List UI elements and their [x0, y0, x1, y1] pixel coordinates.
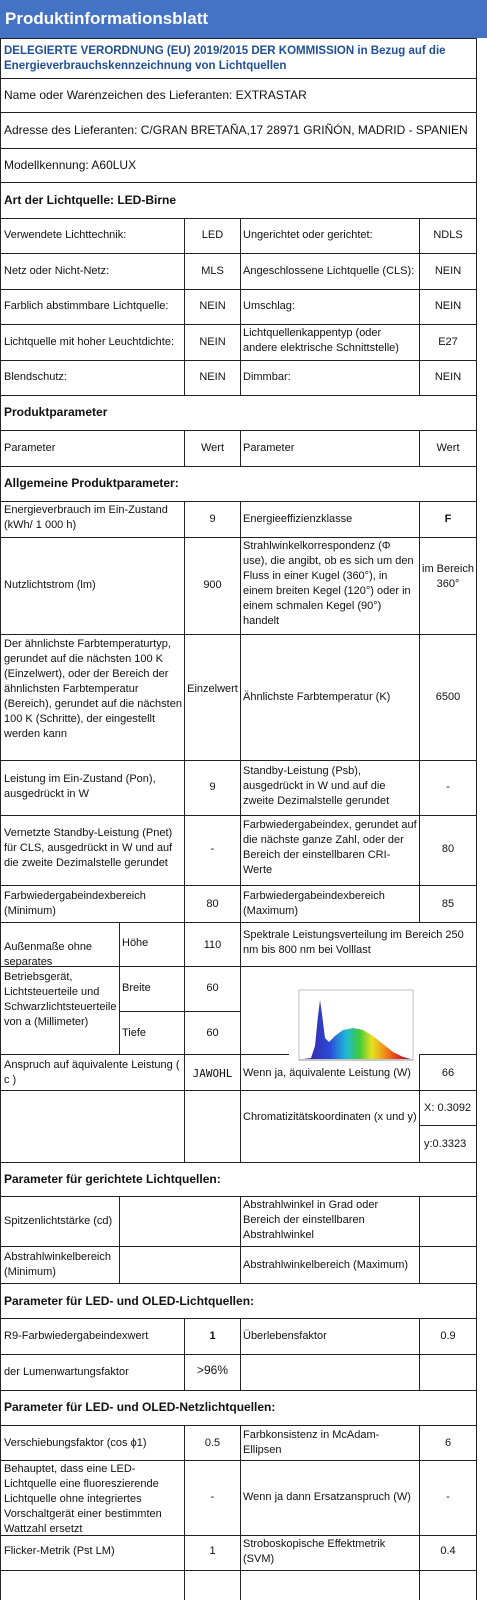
glare-value: NEIN — [199, 371, 226, 383]
equivalent-power-label: Wenn ja, äquivalente Leistung (W) — [243, 1067, 411, 1079]
energy-class-value: F — [444, 513, 452, 525]
luminous-flux-value: 900 — [203, 579, 222, 591]
cls-value: NEIN — [434, 265, 462, 277]
cri-min-label: Farbwiedergabeindexbereich (Minimum) — [4, 890, 146, 917]
envelope-value: NEIN — [434, 300, 462, 312]
cri-value: 80 — [441, 843, 455, 855]
on-power-label: Leistung im Ein-Zustand (Pon), ausgedrückt in W — [4, 773, 156, 800]
width-value: 60 — [206, 982, 219, 994]
beam-angle-label: Abstrahlwinkel in Grad oder Bereich der einstellbaren Abstrahlwinkel — [243, 1199, 379, 1241]
high-luminance-value: NEIN — [199, 336, 226, 348]
equivalent-power-claim-label: Anspruch auf äquivalente Leistung ( c ) — [4, 1059, 180, 1086]
r9-value: 1 — [209, 1330, 216, 1342]
spectrum-label: Spektrale Leistungsverteilung im Bereich 250 nm bis 800 nm bei Volllast — [243, 929, 464, 956]
chromaticity-x: X: 0.3092 — [424, 1102, 472, 1114]
flicker-label: Flicker-Metrik (Pst LM) — [4, 1545, 115, 1557]
networked-standby-label: Vernetzte Standby-Leistung (Pnet) für CLS, ausgedrückt in W und auf die zweite Dezimalstelle gerundet — [4, 827, 173, 869]
equivalent-power-value: 66 — [441, 1067, 455, 1079]
cls-label: Angeschlossene Lichtquelle (CLS): — [243, 265, 415, 277]
macadam-label: Farbkonsistenz in McAdam-Ellipsen — [243, 1429, 380, 1456]
depth-value: 60 — [206, 1027, 219, 1039]
beam-range-max-label: Abstrahlwinkelbereich (Maximum) — [243, 1259, 409, 1271]
dimensions-label: Außenmaße ohne separates Betriebsgerät, Lichtsteuerteile und Schwarzlichtsteuerteile von a (Millimeter) — [4, 941, 117, 1028]
beam-correspondence-value: im Bereich 360° — [422, 563, 474, 590]
product-params-heading: Produktparameter — [4, 405, 108, 419]
technology-value: LED — [201, 229, 224, 241]
luminous-flux-label: Nutzlichtstrom (lm) — [4, 579, 96, 591]
param-header-2: Parameter — [243, 442, 295, 454]
technology-label: Verwendete Lichttechnik: — [4, 229, 127, 241]
envelope-label: Umschlag: — [243, 300, 295, 312]
cct-type-value: Einzelwert — [187, 683, 238, 695]
cri-max-value: 85 — [441, 898, 455, 910]
value-header-2: Wert — [436, 442, 460, 454]
fluorescent-claim-value: - — [210, 1491, 215, 1503]
tunable-value: NEIN — [199, 300, 226, 312]
page-title: Produktinformationsblatt — [5, 9, 209, 28]
supplier-address: Adresse des Lieferanten: C/GRAN BRETAÑA,17 28971 GRIÑÓN, MADRID - SPANIEN — [4, 123, 468, 137]
survival-factor-value: 0.9 — [440, 1330, 456, 1342]
networked-standby-value: - — [210, 843, 215, 855]
height-label: Höhe — [122, 937, 149, 949]
glare-label: Blendschutz: — [4, 371, 67, 383]
lumen-maintenance-value: >96% — [196, 1363, 229, 1377]
beam-range-min-label: Abstrahlwinkelbereich (Minimum) — [4, 1251, 111, 1278]
high-luminance-label: Lichtquelle mit hoher Leuchtdichte: — [4, 336, 174, 348]
chromaticity-y: y:0.3323 — [424, 1138, 467, 1150]
led-params-heading: Parameter für LED- und OLED-Lichtquellen: — [4, 1294, 255, 1308]
replacement-claim-value: - — [446, 1491, 450, 1503]
survival-factor-label: Überlebensfaktor — [243, 1330, 327, 1342]
mains-value: MLS — [201, 265, 224, 277]
width-label: Breite — [122, 982, 151, 994]
peak-intensity-label: Spitzenlichtstärke (cd) — [4, 1215, 113, 1227]
value-header-1: Wert — [200, 442, 225, 454]
dimmable-label: Dimmbar: — [243, 371, 291, 383]
energy-class-label: Energieeffizienzklasse — [243, 513, 353, 525]
cap-type-value: E27 — [438, 336, 458, 348]
lumen-maintenance-label: der Lumenwartungsfaktor — [4, 1366, 129, 1378]
led-mains-heading: Parameter für LED- und OLED-Netzlichtquellen: — [4, 1400, 276, 1414]
cct-label: Ähnlichste Farbtemperatur (K) — [243, 691, 391, 703]
light-source-type: Art der Lichtquelle: LED-Birne — [4, 193, 177, 207]
r9-label: R9-Farbwiedergabeindexwert — [4, 1330, 149, 1342]
regulation-title: DELEGIERTE VERORDNUNG (EU) 2019/2015 DER KOMMISSION in Bezug auf die Energieverbrauchskennzeichnung von Lichtquellen — [4, 45, 446, 72]
depth-label: Tiefe — [122, 1027, 147, 1039]
cri-max-label: Farbwiedergabeindexbereich (Maximum) — [243, 890, 385, 917]
macadam-value: 6 — [444, 1437, 452, 1449]
supplier-name: Name oder Warenzeichen des Lieferanten: EXTRASTAR — [4, 88, 307, 102]
energy-consumption-label: Energieverbrauch im Ein-Zustand (kWh/ 1 000 h) — [4, 504, 168, 531]
param-header-1: Parameter — [4, 442, 56, 454]
standby-power-label: Standby-Leistung (Psb), ausgedrückt in W und auf die zweite Dezimalstelle gerundet — [243, 765, 390, 807]
spectral-distribution-image — [289, 986, 419, 1070]
model-identifier: Modellkennung: A60LUX — [4, 158, 137, 172]
stroboscopic-value: 0.4 — [440, 1545, 456, 1557]
cri-min-value: 80 — [206, 898, 219, 910]
displacement-factor-value: 0.5 — [204, 1437, 221, 1449]
energy-consumption-value: 9 — [209, 513, 216, 525]
beam-correspondence-label: Strahlwinkelkorrespondenz (Φ use), die angibt, ob es sich um den Fluss in einer Kugel (360°), in einem breiten Kegel (120°) oder in einem schmalen Kegel (90°) handelt — [243, 540, 414, 627]
mains-label: Netz oder Nicht-Netz: — [4, 265, 110, 277]
cct-value: 6500 — [435, 691, 461, 703]
directional-value: NDLS — [433, 229, 463, 241]
cct-type-label: Der ähnlichste Farbtemperaturtyp, gerundet auf die nächsten 100 K (Einzelwert), oder der Bereich der ähnlichsten Farbtemperatur (Bereich), gerundet auf die nächsten 100 K (Schritte), der eingestellt werden kann — [4, 638, 182, 740]
general-params-heading: Allgemeine Produktparameter: — [4, 476, 179, 490]
replacement-claim-label: Wenn ja dann Ersatzanspruch (W) — [243, 1491, 411, 1503]
directional-label: Ungerichtet oder gerichtet: — [243, 229, 373, 241]
directional-heading: Parameter für gerichtete Lichtquellen: — [4, 1172, 221, 1186]
displacement-factor-label: Verschiebungsfaktor (cos ϕ1) — [4, 1437, 147, 1449]
stroboscopic-label: Stroboskopische Effektmetrik (SVM) — [243, 1538, 386, 1565]
chromaticity-label: Chromatizitätskoordinaten (x und y) — [243, 1111, 417, 1123]
height-value: 110 — [203, 939, 222, 951]
cap-type-label: Lichtquellenkappentyp (oder andere elektrische Schnittstelle) — [243, 327, 399, 354]
fluorescent-claim-label: Behauptet, dass eine LED-Lichtquelle eine fluoreszierende Lichtquelle ohne integriertes Vorschaltgerät einer bestimmten Wattzahl ersetzt — [4, 1463, 162, 1534]
equivalent-power-claim-value: JAWOHL — [192, 1067, 233, 1080]
tunable-label: Farblich abstimmbare Lichtquelle: — [4, 300, 169, 312]
on-power-value: 9 — [209, 781, 216, 793]
cri-label: Farbwiedergabeindex, gerundet auf die nächste ganze Zahl, oder der Bereich der einstellbaren CRI-Werte — [243, 819, 417, 876]
standby-power-value: - — [446, 781, 450, 793]
flicker-value: 1 — [209, 1545, 216, 1557]
dimmable-value: NEIN — [434, 371, 462, 383]
